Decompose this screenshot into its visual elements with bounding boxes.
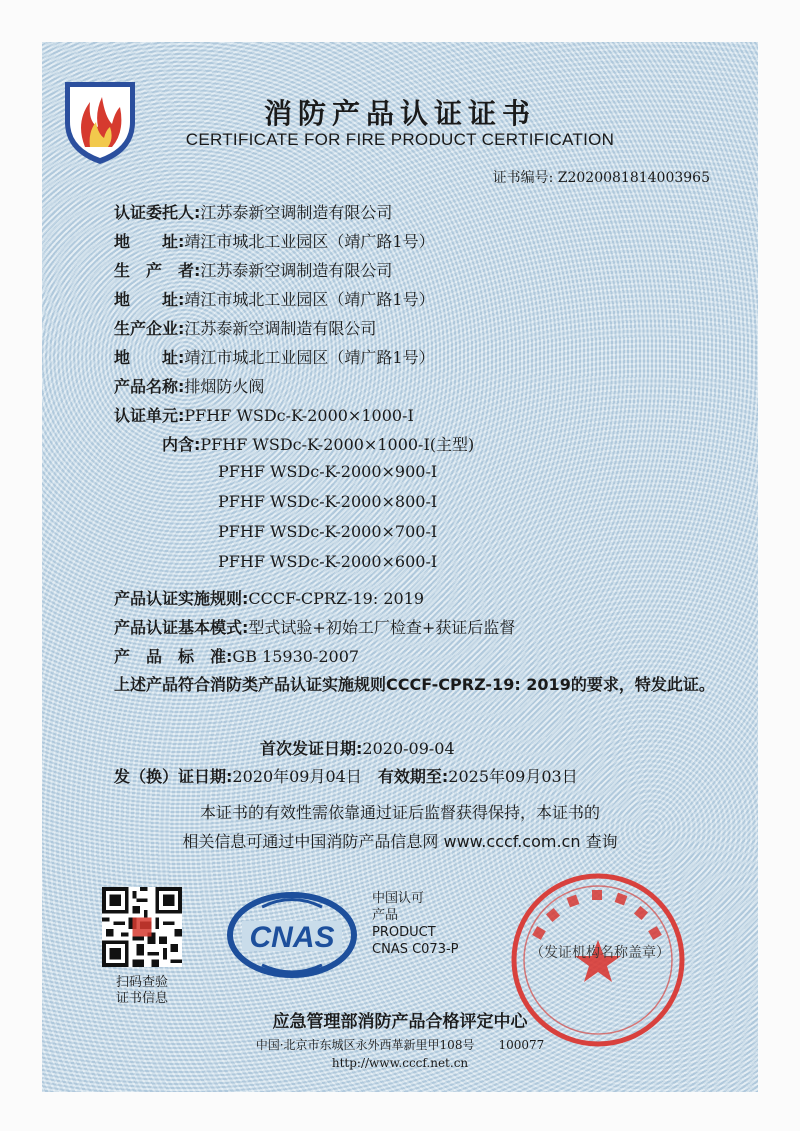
field-label: 地 址: xyxy=(114,232,185,251)
field-label: 生产企业: xyxy=(114,319,185,338)
qr-code-icon xyxy=(102,887,182,967)
field-client-address xyxy=(114,229,435,252)
valid-label: 有效期至: xyxy=(377,767,449,786)
field-producer xyxy=(114,258,392,281)
date-value: 2020-09-04 xyxy=(362,739,455,758)
qr-caption-line-1: 扫码查验 xyxy=(115,975,168,990)
field-value: 江苏泰新空调制造有限公司 xyxy=(200,203,393,222)
cnas-logo-text: CNAS xyxy=(249,921,335,954)
contents-item: PFHF WSDc-K-2000×600-I xyxy=(218,552,438,571)
contents-item: PFHF WSDc-K-2000×1000-I(主型) xyxy=(200,435,475,454)
field-cert-mode xyxy=(114,615,515,638)
field-enterprise xyxy=(114,316,376,339)
first-issue-date xyxy=(260,736,455,759)
certificate-title: 消防产品认证证书 xyxy=(263,97,536,130)
contents-item: PFHF WSDc-K-2000×800-I xyxy=(218,492,438,511)
cnas-logo-icon xyxy=(222,887,362,987)
field-value: 靖江市城北工业园区（靖广路1号） xyxy=(184,232,435,251)
notice-line-2: 相关信息可通过中国消防产品信息网 www.cccf.com.cn 查询 xyxy=(182,832,618,851)
contents-row xyxy=(162,432,474,455)
field-product-standard xyxy=(114,644,359,667)
issuing-authority: 应急管理部消防产品合格评定中心 xyxy=(272,1012,528,1032)
issue-date xyxy=(114,764,578,787)
date-value: 2020年09月04日 xyxy=(232,767,362,786)
certificate-number-value: Z2020081814003965 xyxy=(557,170,710,186)
certificate-number-label: 证书编号: xyxy=(492,170,554,186)
field-label: 地 址: xyxy=(114,290,185,309)
field-product-name xyxy=(114,374,264,397)
cnas-line-2: 产品 xyxy=(372,908,399,923)
contents-label: 内含: xyxy=(162,435,201,454)
contents-item: PFHF WSDc-K-2000×900-I xyxy=(218,462,438,481)
field-enterprise-address xyxy=(114,345,435,368)
field-value: PFHF WSDc-K-2000×1000-I xyxy=(184,406,414,425)
field-value: GB 15930-2007 xyxy=(232,647,360,666)
field-label: 产品名称: xyxy=(114,377,185,396)
issuer-address: 中国·北京市东城区永外西革新里甲108号 100077 xyxy=(255,1038,545,1052)
cnas-line-1: 中国认可 xyxy=(372,891,425,906)
certificate-number xyxy=(493,167,710,187)
field-value: 江苏泰新空调制造有限公司 xyxy=(184,319,377,338)
certificate-sheet xyxy=(42,42,758,1092)
field-value: 型式试验+初始工厂检查+获证后监督 xyxy=(248,618,516,637)
field-value: 江苏泰新空调制造有限公司 xyxy=(200,261,393,280)
field-label: 产 品 标 准: xyxy=(114,647,233,666)
field-label: 产品认证实施规则: xyxy=(114,589,249,608)
field-label: 生 产 者: xyxy=(114,261,201,280)
issuer-website-link[interactable]: http://www.cccf.net.cn xyxy=(331,1056,469,1070)
field-label: 地 址: xyxy=(114,348,185,367)
compliance-statement: 上述产品符合消防类产品认证实施规则CCCF-CPRZ-19: 2019的要求，特发此证。 xyxy=(114,675,715,694)
field-value: CCCF-CPRZ-19: 2019 xyxy=(248,589,425,608)
valid-value: 2025年09月03日 xyxy=(448,767,578,786)
notice-line-1: 本证书的有效性需依靠通过证后监督获得保持，本证书的 xyxy=(199,803,600,822)
contents-item: PFHF WSDc-K-2000×700-I xyxy=(218,522,438,541)
certificate-subtitle: CERTIFICATE FOR FIRE PRODUCT CERTIFICATION xyxy=(185,130,615,149)
field-label: 产品认证基本模式: xyxy=(114,618,249,637)
field-label: 认证委托人: xyxy=(114,203,201,222)
field-value: 排烟防火阀 xyxy=(184,377,265,396)
field-producer-address xyxy=(114,287,435,310)
field-value: 靖江市城北工业园区（靖广路1号） xyxy=(184,348,435,367)
cnas-description xyxy=(372,890,459,958)
field-client xyxy=(114,200,392,223)
seal-caption: （发证机构名称盖章） xyxy=(530,945,670,961)
qr-caption-line-2: 证书信息 xyxy=(115,991,168,1006)
field-label: 认证单元: xyxy=(114,406,185,425)
date-label: 发（换）证日期: xyxy=(114,767,233,786)
date-label: 首次发证日期: xyxy=(260,739,363,758)
cnas-line-3: PRODUCT xyxy=(372,925,436,940)
qr-caption xyxy=(102,975,182,1007)
field-cert-unit xyxy=(114,403,414,426)
field-value: 靖江市城北工业园区（靖广路1号） xyxy=(184,290,435,309)
cnas-line-4: CNAS C073-P xyxy=(372,942,459,957)
field-impl-rule xyxy=(114,586,424,609)
